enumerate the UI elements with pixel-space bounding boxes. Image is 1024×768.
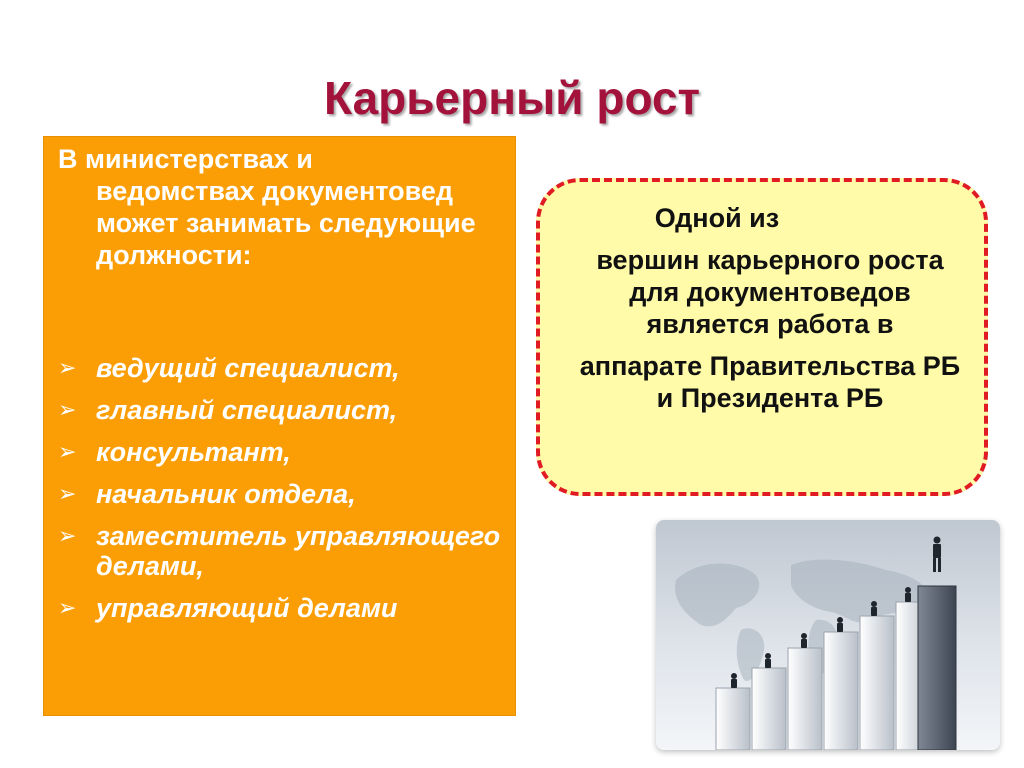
panel-intro bbox=[58, 143, 503, 271]
list-item bbox=[56, 395, 511, 425]
positions-list bbox=[56, 353, 511, 635]
position-label: управляющий делами bbox=[96, 593, 398, 623]
callout-body bbox=[570, 244, 970, 414]
career-ladder-photo bbox=[656, 520, 1000, 750]
arrow-bullet-icon: ➢ bbox=[58, 595, 77, 620]
position-label: главный специалист, bbox=[96, 395, 398, 425]
callout-line-1: Одной из bbox=[654, 203, 780, 233]
intro-rest: ведомствах документовед может занимать следующие должности: bbox=[96, 176, 476, 270]
position-label: ведущий специалист, bbox=[96, 353, 400, 383]
arrow-bullet-icon: ➢ bbox=[58, 355, 77, 380]
position-label: начальник отдела, bbox=[96, 479, 356, 509]
callout-line-3: аппарате Правительства РБ и Президента РБ bbox=[579, 351, 961, 413]
slide-title: Карьерный рост bbox=[323, 72, 701, 124]
list-item bbox=[56, 353, 511, 383]
arrow-bullet-icon: ➢ bbox=[58, 397, 77, 422]
career-ladder-illustration bbox=[656, 520, 1000, 750]
list-item bbox=[56, 479, 511, 509]
position-label: консультант, bbox=[96, 437, 291, 467]
list-item bbox=[56, 437, 511, 467]
intro-first-line: В министерствах и bbox=[58, 144, 313, 174]
career-peak-callout bbox=[536, 178, 988, 496]
position-label: заместитель управляющего делами, bbox=[96, 521, 501, 581]
callout-line-2: вершин карьерного роста для документоведов является работа в bbox=[596, 245, 944, 339]
positions-panel bbox=[43, 136, 516, 716]
list-item bbox=[56, 593, 511, 623]
arrow-bullet-icon: ➢ bbox=[58, 523, 77, 548]
arrow-bullet-icon: ➢ bbox=[58, 481, 77, 506]
list-item bbox=[56, 521, 511, 581]
arrow-bullet-icon: ➢ bbox=[58, 439, 77, 464]
